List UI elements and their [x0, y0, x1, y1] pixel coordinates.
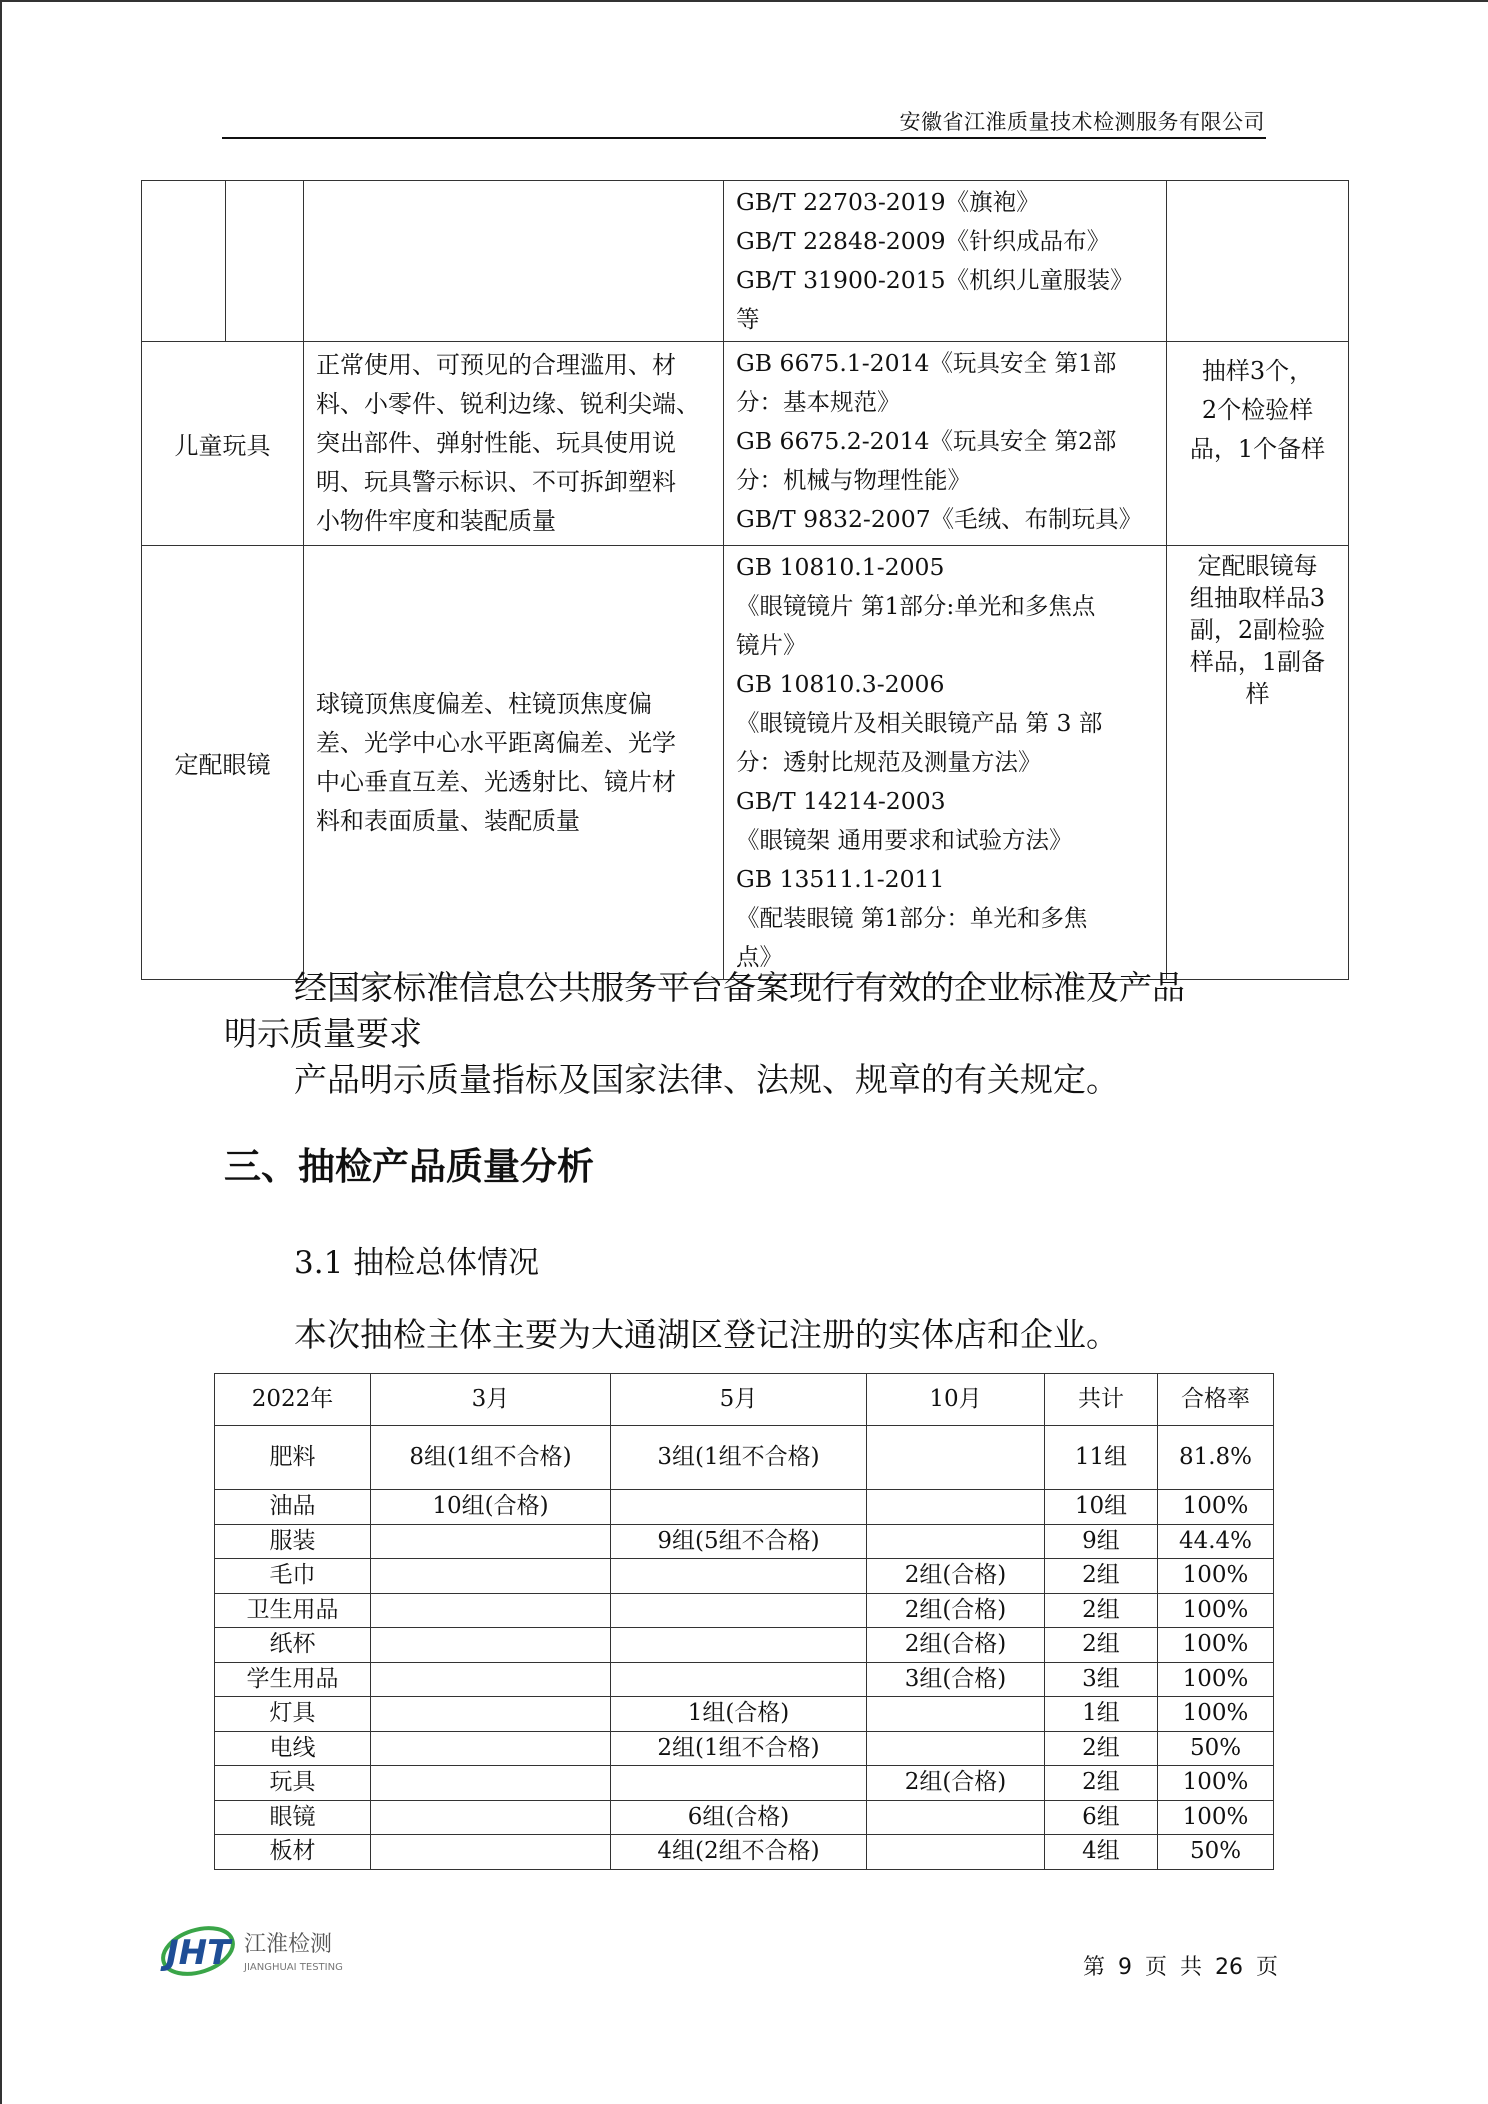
category-cell	[142, 181, 226, 342]
paragraph-line: 经国家标准信息公共服务平台备案现行有效的企业标准及产品	[294, 968, 1185, 1007]
standard-line: GB/T 22703-2019《旗袍》	[736, 188, 1040, 216]
table-cell	[867, 1731, 1045, 1766]
header-company-name: 安徽省江淮质量技术检测服务有限公司	[899, 110, 1265, 134]
table-cell: 3组(1组不合格)	[611, 1426, 867, 1490]
product-name-cell: 服装	[215, 1524, 371, 1559]
table-cell: 4组(2组不合格)	[611, 1835, 867, 1870]
table-cell: 3组	[1045, 1662, 1158, 1697]
column-header: 10月	[867, 1374, 1045, 1426]
sampling-line: 品，1个备样	[1189, 435, 1326, 463]
table-row	[215, 1766, 1274, 1801]
page-footer	[1083, 1950, 1278, 1981]
column-header: 2022年	[215, 1374, 371, 1426]
standards-cell	[724, 546, 1167, 980]
column-header: 3月	[371, 1374, 611, 1426]
standards-row	[142, 546, 1349, 980]
table-cell: 100%	[1158, 1490, 1274, 1525]
table-cell	[371, 1559, 611, 1594]
item-line: 小物件牢度和装配质量	[316, 507, 556, 535]
sampling-cell	[1167, 181, 1349, 342]
table-cell: 9组	[1045, 1524, 1158, 1559]
table-cell	[371, 1697, 611, 1732]
table-cell: 6组	[1045, 1800, 1158, 1835]
standard-line: 等	[736, 305, 760, 333]
table-cell: 2组	[1045, 1628, 1158, 1663]
column-header: 共计	[1045, 1374, 1158, 1426]
item-line: 正常使用、可预见的合理滥用、材	[316, 351, 676, 379]
table-cell: 100%	[1158, 1662, 1274, 1697]
table-cell	[611, 1490, 867, 1525]
svg-text:江淮检测: 江淮检测	[244, 1932, 333, 1957]
item-line: 差、光学中心水平距离偏差、光学	[316, 728, 676, 757]
column-header: 合格率	[1158, 1374, 1274, 1426]
table-cell: 9组(5组不合格)	[611, 1524, 867, 1559]
subsection-heading: 3.1 抽检总体情况	[294, 1245, 540, 1281]
table-cell: 2组(合格)	[867, 1593, 1045, 1628]
table-cell: 100%	[1158, 1800, 1274, 1835]
table-cell	[371, 1593, 611, 1628]
standard-line: GB 10810.1-2005	[736, 553, 945, 581]
page-border-left	[0, 0, 2, 2104]
product-name-cell: 学生用品	[215, 1662, 371, 1697]
table-cell: 2组	[1045, 1559, 1158, 1594]
table-cell	[371, 1662, 611, 1697]
table-cell	[371, 1731, 611, 1766]
table-row	[215, 1731, 1274, 1766]
standard-line: 《眼镜架 通用要求和试验方法》	[736, 826, 1073, 854]
standard-line: 分：机械与物理性能》	[736, 466, 971, 494]
product-name-cell: 毛巾	[215, 1559, 371, 1594]
footer-prefix: 第	[1083, 1955, 1106, 1980]
table-cell	[867, 1800, 1045, 1835]
items-cell	[304, 342, 724, 546]
sampling-line: 抽样3个，	[1201, 357, 1314, 385]
table-cell: 100%	[1158, 1628, 1274, 1663]
product-name-cell: 油品	[215, 1490, 371, 1525]
sampling-line: 样	[1245, 680, 1270, 708]
standard-line: 分：透射比规范及测量方法》	[736, 748, 1042, 776]
sampling-cell	[1167, 546, 1349, 980]
standard-line: GB 6675.2-2014《玩具安全 第2部	[736, 427, 1117, 455]
sampling-line: 定配眼镜每	[1197, 552, 1318, 580]
table-row	[215, 1524, 1274, 1559]
sampling-line: 样品，1副备	[1189, 648, 1326, 676]
standard-line: 点》	[736, 943, 783, 971]
table-cell	[371, 1628, 611, 1663]
total-pages: 26	[1215, 1955, 1244, 1980]
category-cell: 儿童玩具	[142, 342, 304, 546]
item-line: 料和表面质量、装配质量	[316, 806, 580, 835]
product-name-cell: 卫生用品	[215, 1593, 371, 1628]
standard-line: 《眼镜镜片 第1部分:单光和多焦点	[736, 592, 1096, 620]
table-cell: 2组(合格)	[867, 1628, 1045, 1663]
standard-line: GB/T 14214-2003	[736, 787, 946, 815]
table-cell: 100%	[1158, 1697, 1274, 1732]
table-cell: 3组(合格)	[867, 1662, 1045, 1697]
sampling-line: 副，2副检验	[1189, 616, 1326, 644]
table-cell: 6组(合格)	[611, 1800, 867, 1835]
product-name-cell: 灯具	[215, 1697, 371, 1732]
standards-row	[142, 342, 1349, 546]
table-row	[215, 1800, 1274, 1835]
table-cell: 10组	[1045, 1490, 1158, 1525]
standard-line: 《配装眼镜 第1部分：单光和多焦	[736, 904, 1088, 932]
header-rule	[222, 137, 1266, 139]
items-cell	[304, 181, 724, 342]
table-row	[215, 1593, 1274, 1628]
item-line: 球镜顶焦度偏差、柱镜顶焦度偏	[316, 689, 652, 718]
subcategory-cell	[226, 181, 304, 342]
table-cell: 2组	[1045, 1593, 1158, 1628]
standards-row	[142, 181, 1349, 342]
product-name-cell: 电线	[215, 1731, 371, 1766]
column-header: 5月	[611, 1374, 867, 1426]
table-cell: 2组(1组不合格)	[611, 1731, 867, 1766]
sampling-cell	[1167, 342, 1349, 546]
standards-cell	[724, 181, 1167, 342]
product-name-cell: 肥料	[215, 1426, 371, 1490]
table-cell: 100%	[1158, 1593, 1274, 1628]
product-name-cell: 玩具	[215, 1766, 371, 1801]
standard-line: GB 10810.3-2006	[736, 670, 945, 698]
sampling-line: 组抽取样品3	[1189, 584, 1326, 612]
table-cell: 1组(合格)	[611, 1697, 867, 1732]
svg-text:JIANGHUAI TESTING: JIANGHUAI TESTING	[244, 1962, 343, 1973]
table-cell: 10组(合格)	[371, 1490, 611, 1525]
summary-table	[214, 1373, 1274, 1870]
table-cell	[867, 1697, 1045, 1732]
table-cell	[371, 1524, 611, 1559]
category-cell: 定配眼镜	[142, 546, 304, 980]
table-cell: 2组(合格)	[867, 1559, 1045, 1594]
paragraph-line: 明示质量要求	[224, 1014, 422, 1053]
svg-text:JHT: JHT	[166, 1933, 231, 1973]
table-cell: 44.4%	[1158, 1524, 1274, 1559]
table-cell: 100%	[1158, 1766, 1274, 1801]
table-cell	[371, 1800, 611, 1835]
table-row	[215, 1559, 1274, 1594]
product-name-cell: 板材	[215, 1835, 371, 1870]
page-border-top	[0, 0, 1488, 2]
table-row	[215, 1835, 1274, 1870]
standard-line: 《眼镜镜片及相关眼镜产品 第 3 部	[736, 709, 1103, 737]
product-name-cell: 纸杯	[215, 1628, 371, 1663]
table-cell	[611, 1593, 867, 1628]
standard-line: GB/T 31900-2015《机织儿童服装》	[736, 266, 1134, 294]
table-cell: 4组	[1045, 1835, 1158, 1870]
table-cell: 50%	[1158, 1731, 1274, 1766]
table-row	[215, 1490, 1274, 1525]
table-cell	[611, 1559, 867, 1594]
table-row	[215, 1426, 1274, 1490]
table-cell	[867, 1835, 1045, 1870]
paragraph-line: 产品明示质量指标及国家法律、法规、规章的有关规定。	[294, 1060, 1119, 1099]
table-row	[215, 1697, 1274, 1732]
standard-line: 分：基本规范》	[736, 388, 901, 416]
item-line: 明、玩具警示标识、不可拆卸塑料	[316, 468, 676, 496]
product-name-cell: 眼镜	[215, 1800, 371, 1835]
intro-paragraph: 本次抽检主体主要为大通湖区登记注册的实体店和企业。	[294, 1315, 1119, 1354]
table-row	[215, 1662, 1274, 1697]
standard-line: GB 13511.1-2011	[736, 865, 945, 893]
table-cell: 8组(1组不合格)	[371, 1426, 611, 1490]
table-cell	[611, 1766, 867, 1801]
table-cell	[611, 1628, 867, 1663]
footer-suffix: 页	[1256, 1955, 1279, 1980]
table-cell: 2组	[1045, 1766, 1158, 1801]
table-row	[215, 1628, 1274, 1663]
item-line: 中心垂直互差、光透射比、镜片材	[316, 767, 676, 796]
table-cell: 81.8%	[1158, 1426, 1274, 1490]
standards-table	[141, 180, 1349, 980]
footer-mid: 页 共	[1145, 1955, 1203, 1980]
standard-line: 镜片》	[736, 631, 807, 659]
table-header-row	[215, 1374, 1274, 1426]
table-cell	[867, 1426, 1045, 1490]
item-line: 突出部件、弹射性能、玩具使用说	[316, 429, 676, 457]
company-logo	[160, 1918, 370, 1988]
table-cell: 1组	[1045, 1697, 1158, 1732]
table-cell: 50%	[1158, 1835, 1274, 1870]
table-cell	[371, 1835, 611, 1870]
standard-line: GB/T 22848-2009《针织成品布》	[736, 227, 1111, 255]
jht-logo-icon	[160, 1918, 370, 1988]
table-cell	[371, 1766, 611, 1801]
page-number: 9	[1118, 1955, 1133, 1980]
table-cell	[867, 1490, 1045, 1525]
table-cell: 11组	[1045, 1426, 1158, 1490]
table-cell: 2组(合格)	[867, 1766, 1045, 1801]
standard-line: GB 6675.1-2014《玩具安全 第1部	[736, 349, 1117, 377]
table-cell	[611, 1662, 867, 1697]
table-cell	[867, 1524, 1045, 1559]
standards-cell	[724, 342, 1167, 546]
item-line: 料、小零件、锐利边缘、锐利尖端、	[316, 390, 700, 418]
table-cell: 2组	[1045, 1731, 1158, 1766]
items-cell	[304, 546, 724, 980]
sampling-line: 2个检验样	[1201, 396, 1314, 424]
table-cell: 100%	[1158, 1559, 1274, 1594]
section-heading: 三、抽检产品质量分析	[224, 1145, 594, 1188]
standard-line: GB/T 9832-2007《毛绒、布制玩具》	[736, 505, 1143, 533]
